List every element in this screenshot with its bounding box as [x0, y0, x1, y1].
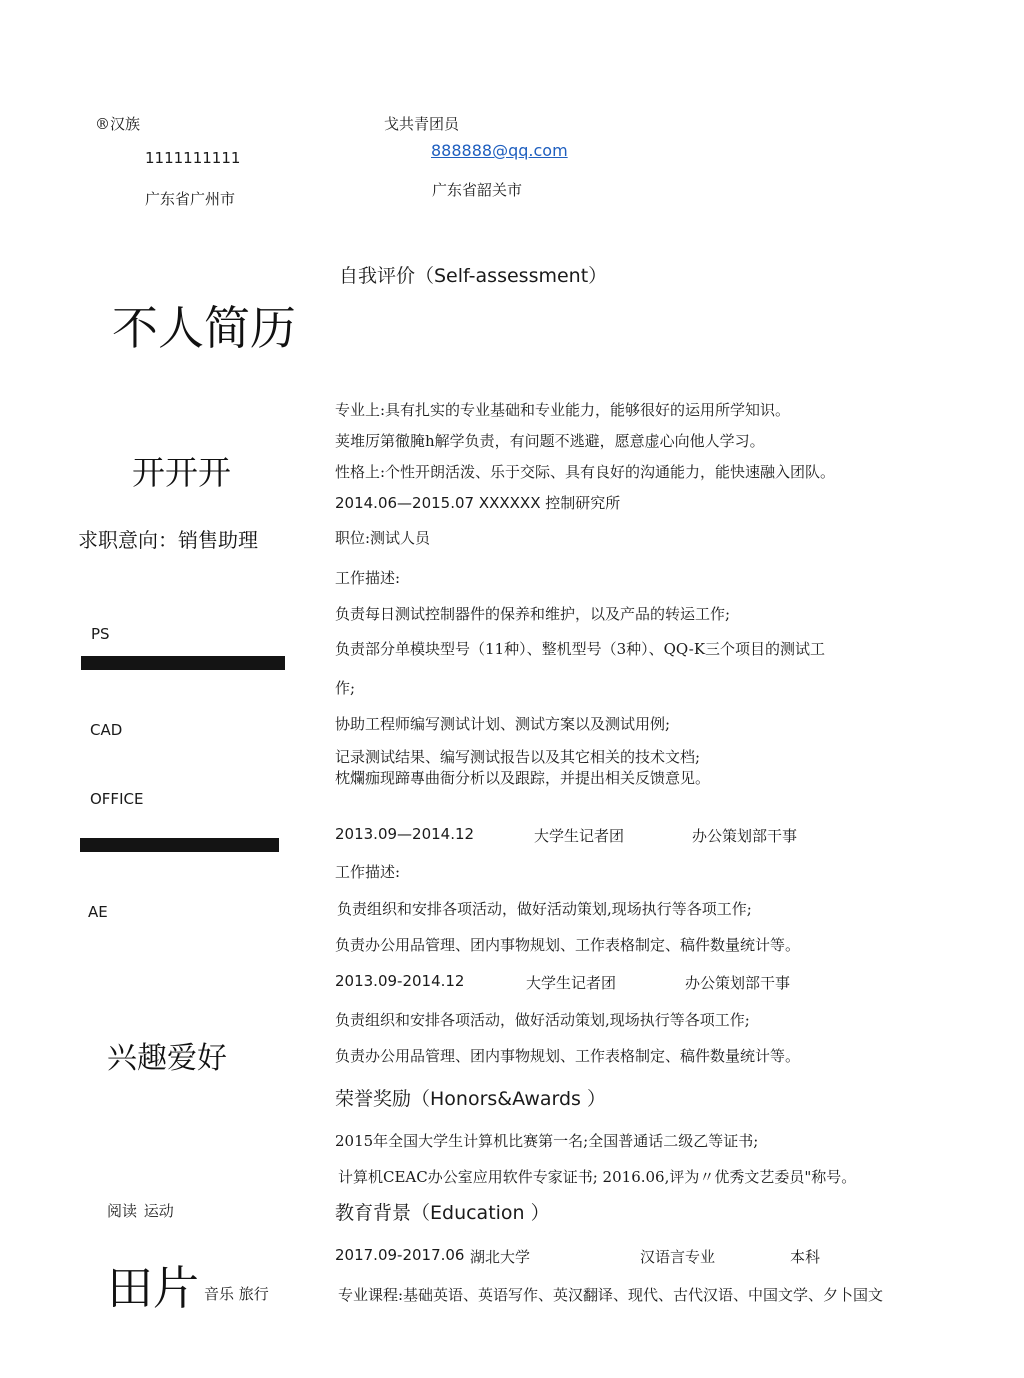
hobbies-line-1: 阅读 运动 — [107, 1202, 174, 1220]
ethnicity: ®汉族 — [95, 115, 141, 133]
job2-org: 大学生记者团 — [534, 827, 625, 845]
education-school: 湖北大学 — [470, 1248, 531, 1266]
skill-label-office: OFFICE — [90, 790, 144, 808]
residence: 广东省韶关市 — [432, 181, 523, 199]
job1-desc-label: 工作描述: — [335, 569, 401, 587]
candidate-name: 开开开 — [132, 453, 231, 492]
job1-item: 负责每日测试控制器件的保养和维护，以及产品的转运工作; — [335, 605, 731, 623]
skill-label-ps: PS — [91, 625, 110, 643]
education-date: 2017.09-2017.06 — [335, 1246, 465, 1264]
hobbies-line-2: 音乐 旅行 — [204, 1285, 269, 1303]
job1-position: 职位:测试人员 — [335, 529, 431, 547]
skill-label-ae: AE — [88, 903, 108, 921]
job2-item: 负责组织和安排各项活动，做好活动策划,现场执行等各项工作; — [337, 900, 752, 918]
self-assessment-line: 专业上:具有扎实的专业基础和专业能力，能够很好的运用所学知识。 — [335, 401, 791, 419]
education-courses: 专业课程:基础英语、英语写作、英汉翻译、现代、古代汉语、中国文学、夕卜国文 — [338, 1286, 884, 1304]
phone-number: 1111111111 — [145, 149, 241, 167]
self-assessment-line: 性格上:个性开朗活泼、乐于交际、具有良好的沟通能力，能快速融入团队。 — [335, 463, 836, 481]
skill-bar-office — [80, 838, 279, 852]
job1-item: 负责部分单模块型号（11种）、整机型号（3种）、QQ-K三个项目的测试工 — [335, 640, 826, 658]
job3-date: 2013.09-2014.12 — [335, 972, 465, 990]
skill-label-cad: CAD — [90, 721, 123, 739]
political-status: 戈共青团员 — [384, 115, 460, 133]
job3-org: 大学生记者团 — [526, 974, 617, 992]
education-heading: 教育背景（Education ） — [335, 1202, 550, 1224]
job3-item: 负责组织和安排各项活动，做好活动策划,现场执行等各项工作; — [335, 1011, 750, 1029]
education-major: 汉语言专业 — [640, 1248, 716, 1266]
job2-role: 办公策划部干事 — [692, 827, 798, 845]
skill-bar-ps — [81, 656, 285, 670]
resume-title: 不人简历 — [112, 301, 296, 355]
education-degree: 本科 — [790, 1248, 821, 1266]
hometown: 广东省广州市 — [145, 190, 236, 208]
job2-date: 2013.09—2014.12 — [335, 825, 475, 843]
job2-item: 负责办公用品管理、团内事物规划、工作表格制定、稿件数量统计等。 — [335, 936, 801, 954]
self-assessment-heading: 自我评价（Self-assessment） — [339, 265, 608, 287]
honors-line: 2015年全国大学生计算机比赛第一名;全国普通话二级乙等证书; — [335, 1132, 759, 1150]
honors-heading: 荣誉奖励（Honors&Awards ） — [335, 1088, 606, 1110]
hobbies-decor: 田片 — [107, 1261, 199, 1315]
self-assessment-line: 荚堆厉第徹腌h解学负责，有问题不逃避，愿意虚心向他人学习。 — [335, 432, 765, 450]
job3-role: 办公策划部干事 — [685, 974, 791, 992]
job-objective: 求职意向：销售助理 — [78, 528, 258, 552]
email-link[interactable]: 888888@qq.com — [431, 141, 568, 160]
hobbies-title: 兴趣爱好 — [107, 1041, 227, 1076]
job1-item: 枕爛痂现蹄專曲衙分析以及跟踪，并提出相关反馈意见。 — [335, 769, 711, 787]
job1-item: 协助工程师编写测试计划、测试方案以及测试用例; — [335, 715, 671, 733]
job1-item: 作; — [335, 679, 356, 697]
job2-desc-label: 工作描述: — [335, 863, 401, 881]
job1-item: 记录测试结果、编写测试报告以及其它相关的技术文档; — [335, 748, 701, 766]
job1-title: 2014.06—2015.07 XXXXXX 控制研究所 — [335, 494, 621, 512]
honors-line: 计算机CEAC办公室应用软件专家证书; 2016.06,评为〃优秀文艺委员"称号。 — [338, 1168, 857, 1186]
job3-item: 负责办公用品管理、团内事物规划、工作表格制定、稿件数量统计等。 — [335, 1047, 801, 1065]
